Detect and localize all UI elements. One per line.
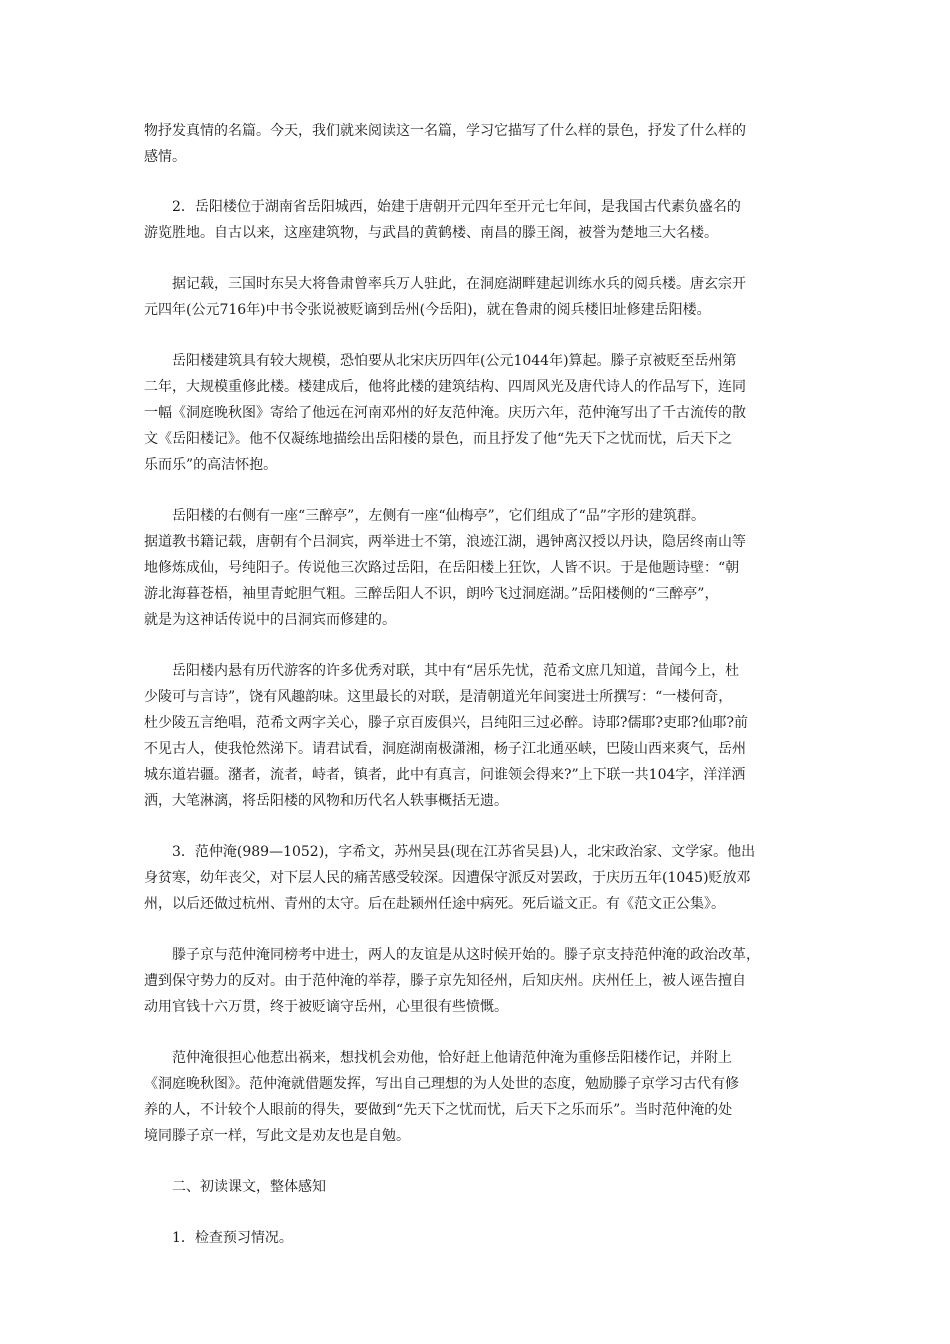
text-line: 元四年(公元716年)中书令张说被贬谪到岳州(今岳阳)，就在鲁肃的阅兵楼旧址修建岳阳楼。 <box>144 302 711 318</box>
text-line: 身贫寒，幼年丧父，对下层人民的痛苦感受较深。因遭保守派反对罢政，于庆历五年(1045)贬放邓 <box>144 870 751 886</box>
text-line: 洒，大笔淋漓，将岳阳楼的风物和历代名人轶事概括无遗。 <box>144 793 508 809</box>
text-line: 文《岳阳楼记》。他不仅凝练地描绘出岳阳楼的景色，而且抒发了他“先天下之忧而忧，后天下之 <box>144 431 733 447</box>
paragraph <box>144 1225 808 1251</box>
text-line: 感情。 <box>144 149 186 165</box>
text-line: 乐而乐”的高洁怀抱。 <box>144 457 278 473</box>
paragraph <box>144 503 808 633</box>
text-line: 3．范仲淹(989—1052)，字希文，苏州吴县(现在江苏省吴县)人，北宋政治家、文学家。他出 <box>144 844 756 860</box>
text-line: 杜少陵五言绝唱，范希文两字关心，滕子京百废俱兴，吕纯阳三过必醉。诗耶?儒耶?吏耶?仙耶?前 <box>144 715 749 731</box>
text-line: 岳阳楼的右侧有一座“三醉亭”，左侧有一座“仙梅亭”，它们组成了“品”字形的建筑群。 <box>144 508 705 524</box>
text-line: 地修炼成仙，号纯阳子。传说他三次路过岳阳，在岳阳楼上狂饮，人皆不识。于是他题诗壁：“朝 <box>144 560 740 576</box>
text-line: 遭到保守势力的反对。由于范仲淹的举荐，滕子京先知径州，后知庆州。庆州任上，被人诬告擅自 <box>144 973 746 989</box>
text-line: 据道教书籍记载，唐朝有个吕洞宾，两举进士不第，浪迹江湖，遇钟离汉授以丹诀，隐居终南山等 <box>144 534 746 550</box>
text-line: 岳阳楼建筑具有较大规模，恐怕要从北宋庆历四年(公元1044年)算起。滕子京被贬至岳州第 <box>144 353 737 369</box>
text-line: 二年，大规模重修此楼。楼建成后，他将此楼的建筑结构、四周风光及唐代诗人的作品写下，连同 <box>144 379 746 395</box>
document-page <box>144 118 808 1276</box>
text-line: 州，以后还做过杭州、青州的太守。后在赴颍州任途中病死。死后谥文正。有《范文正公集》。 <box>144 896 725 912</box>
text-line: 据记载，三国时东吴大将鲁肃曾率兵万人驻此，在洞庭湖畔建起训练水兵的阅兵楼。唐玄宗开 <box>144 276 746 292</box>
paragraph <box>144 839 808 917</box>
text-line: 二、初读课文，整体感知 <box>144 1179 326 1195</box>
paragraph <box>144 118 808 170</box>
text-line: 2．岳阳楼位于湖南省岳阳城西，始建于唐朝开元四年至开元七年间，是我国古代素负盛名的 <box>144 199 741 215</box>
paragraph <box>144 348 808 478</box>
text-line: 《洞庭晚秋图》。范仲淹就借题发挥，写出自己理想的为人处世的态度，勉励滕子京学习古代有修 <box>144 1076 739 1092</box>
text-line: 游北海暮苍梧，袖里青蛇胆气粗。三醉岳阳人不识，朗吟飞过洞庭湖。”岳阳楼侧的“三醉亭”， <box>144 586 719 602</box>
text-line: 一幅《洞庭晚秋图》寄给了他远在河南邓州的好友范仲淹。庆历六年，范仲淹写出了千古流传的散 <box>144 405 746 421</box>
paragraph <box>144 1045 808 1149</box>
paragraph <box>144 194 808 246</box>
text-line: 养的人，不计较个人眼前的得失，要做到“先天下之忧而忧，后天下之乐而乐”。当时范仲淹的处 <box>144 1102 733 1118</box>
paragraph <box>144 658 808 814</box>
text-line: 境同滕子京一样，写此文是劝友也是自勉。 <box>144 1128 410 1144</box>
text-line: 范仲淹很担心他惹出祸来，想找机会劝他，恰好赶上他请范仲淹为重修岳阳楼作记，并附上 <box>144 1050 732 1066</box>
text-line: 1．检查预习情况。 <box>144 1230 293 1246</box>
text-line: 物抒发真情的名篇。今天，我们就来阅读这一名篇，学习它描写了什么样的景色，抒发了什么样的 <box>144 123 746 139</box>
text-line: 城东道岩疆。潴者，流者，峙者，镇者，此中有真言，问谁领会得来?”上下联一共104字，洋洋洒 <box>144 767 746 783</box>
text-line: 岳阳楼内悬有历代游客的许多优秀对联，其中有“居乐先忧，范希文庶几知道，昔闻今上，杜 <box>144 663 740 679</box>
paragraph <box>144 271 808 323</box>
text-line: 动用官钱十六万贯，终于被贬谪守岳州，心里很有些愤慨。 <box>144 999 508 1015</box>
text-line: 不见古人，使我怆然涕下。请君试看，洞庭湖南极潇湘，杨子江北通巫峡，巴陵山西来爽气，岳州 <box>144 741 746 757</box>
paragraph <box>144 942 808 1020</box>
text-line: 滕子京与范仲淹同榜考中进士，两人的友谊是从这时候开始的。滕子京支持范仲淹的政治改革， <box>144 947 760 963</box>
paragraph <box>144 1174 808 1200</box>
text-line: 就是为这神话传说中的吕洞宾而修建的。 <box>144 612 396 628</box>
text-line: 少陵可与言诗”，饶有风趣韵味。这里最长的对联，是清朝道光年间窦进士所撰写：“一楼何奇， <box>144 689 733 705</box>
text-line: 游览胜地。自古以来，这座建筑物，与武昌的黄鹤楼、南昌的滕王阁，被誉为楚地三大名楼。 <box>144 225 718 241</box>
